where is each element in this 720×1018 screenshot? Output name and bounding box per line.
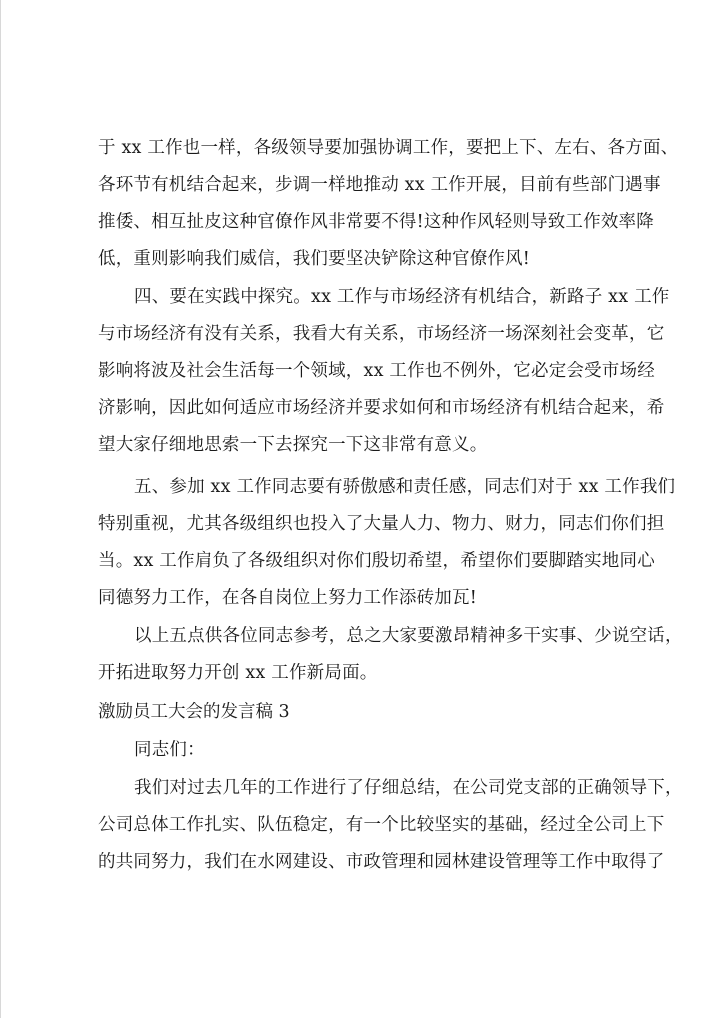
paragraph-start-line: 我们对过去几年的工作进行了仔细总结，在公司党支部的正确领导下， <box>134 778 683 798</box>
text-line: 的共同努力，我们在水网建设、市政管理和园林建设管理等工作中取得了 <box>98 852 665 872</box>
section-heading: 激励员工大会的发言稿 3 <box>98 702 290 722</box>
salutation: 同志们： <box>134 740 205 760</box>
text-line: 与市场经济有没有关系，我看大有关系，市场经济一场深刻社会变革，它 <box>98 324 665 344</box>
text-line: 低，重则影响我们威信，我们要坚决铲除这种官僚作风! <box>98 249 531 269</box>
text-line: 望大家仔细地思索一下去探究一下这非常有意义。 <box>98 435 488 455</box>
paragraph-start-line: 以上五点供各位同志参考，总之大家要激昂精神多干实事、少说空话， <box>134 626 683 646</box>
text-line: 于 xx 工作也一样，各级领导要加强协调工作，要把上下、左右、各方面、 <box>98 138 679 158</box>
paragraph-start-line: 五、参加 xx 工作同志要有骄傲感和责任感，同志们对于 xx 工作我们 <box>134 477 676 497</box>
text-line: 推倭、相互扯皮这种官僚作风非常要不得!这种作风轻则导致工作效率降 <box>98 212 654 232</box>
text-line: 各环节有机结合起来，步调一样地推动 xx 工作开展，目前有些部门遇事 <box>98 175 661 195</box>
text-line: 影响将波及社会生活每一个领域，xx 工作也不例外，它必定会受市场经 <box>98 361 655 381</box>
text-line: 特别重视，尤其各级组织也投入了大量人力、物力、财力，同志们你们担 <box>98 514 665 534</box>
text-line: 同德努力工作，在各自岗位上努力工作添砖加瓦! <box>98 588 477 608</box>
text-line: 济影响，因此如何适应市场经济并要求如何和市场经济有机结合起来，希 <box>98 398 665 418</box>
paragraph-start-line: 四、要在实践中探究。xx 工作与市场经济有机结合，新路子 xx 工作 <box>134 287 670 307</box>
text-line: 公司总体工作扎实、队伍稳定，有一个比较坚实的基础，经过全公司上下 <box>98 815 665 835</box>
text-line: 开拓进取努力开创 xx 工作新局面。 <box>98 663 378 683</box>
text-line: 当。xx 工作肩负了各级组织对你们殷切希望，希望你们要脚踏实地同心 <box>98 551 655 571</box>
